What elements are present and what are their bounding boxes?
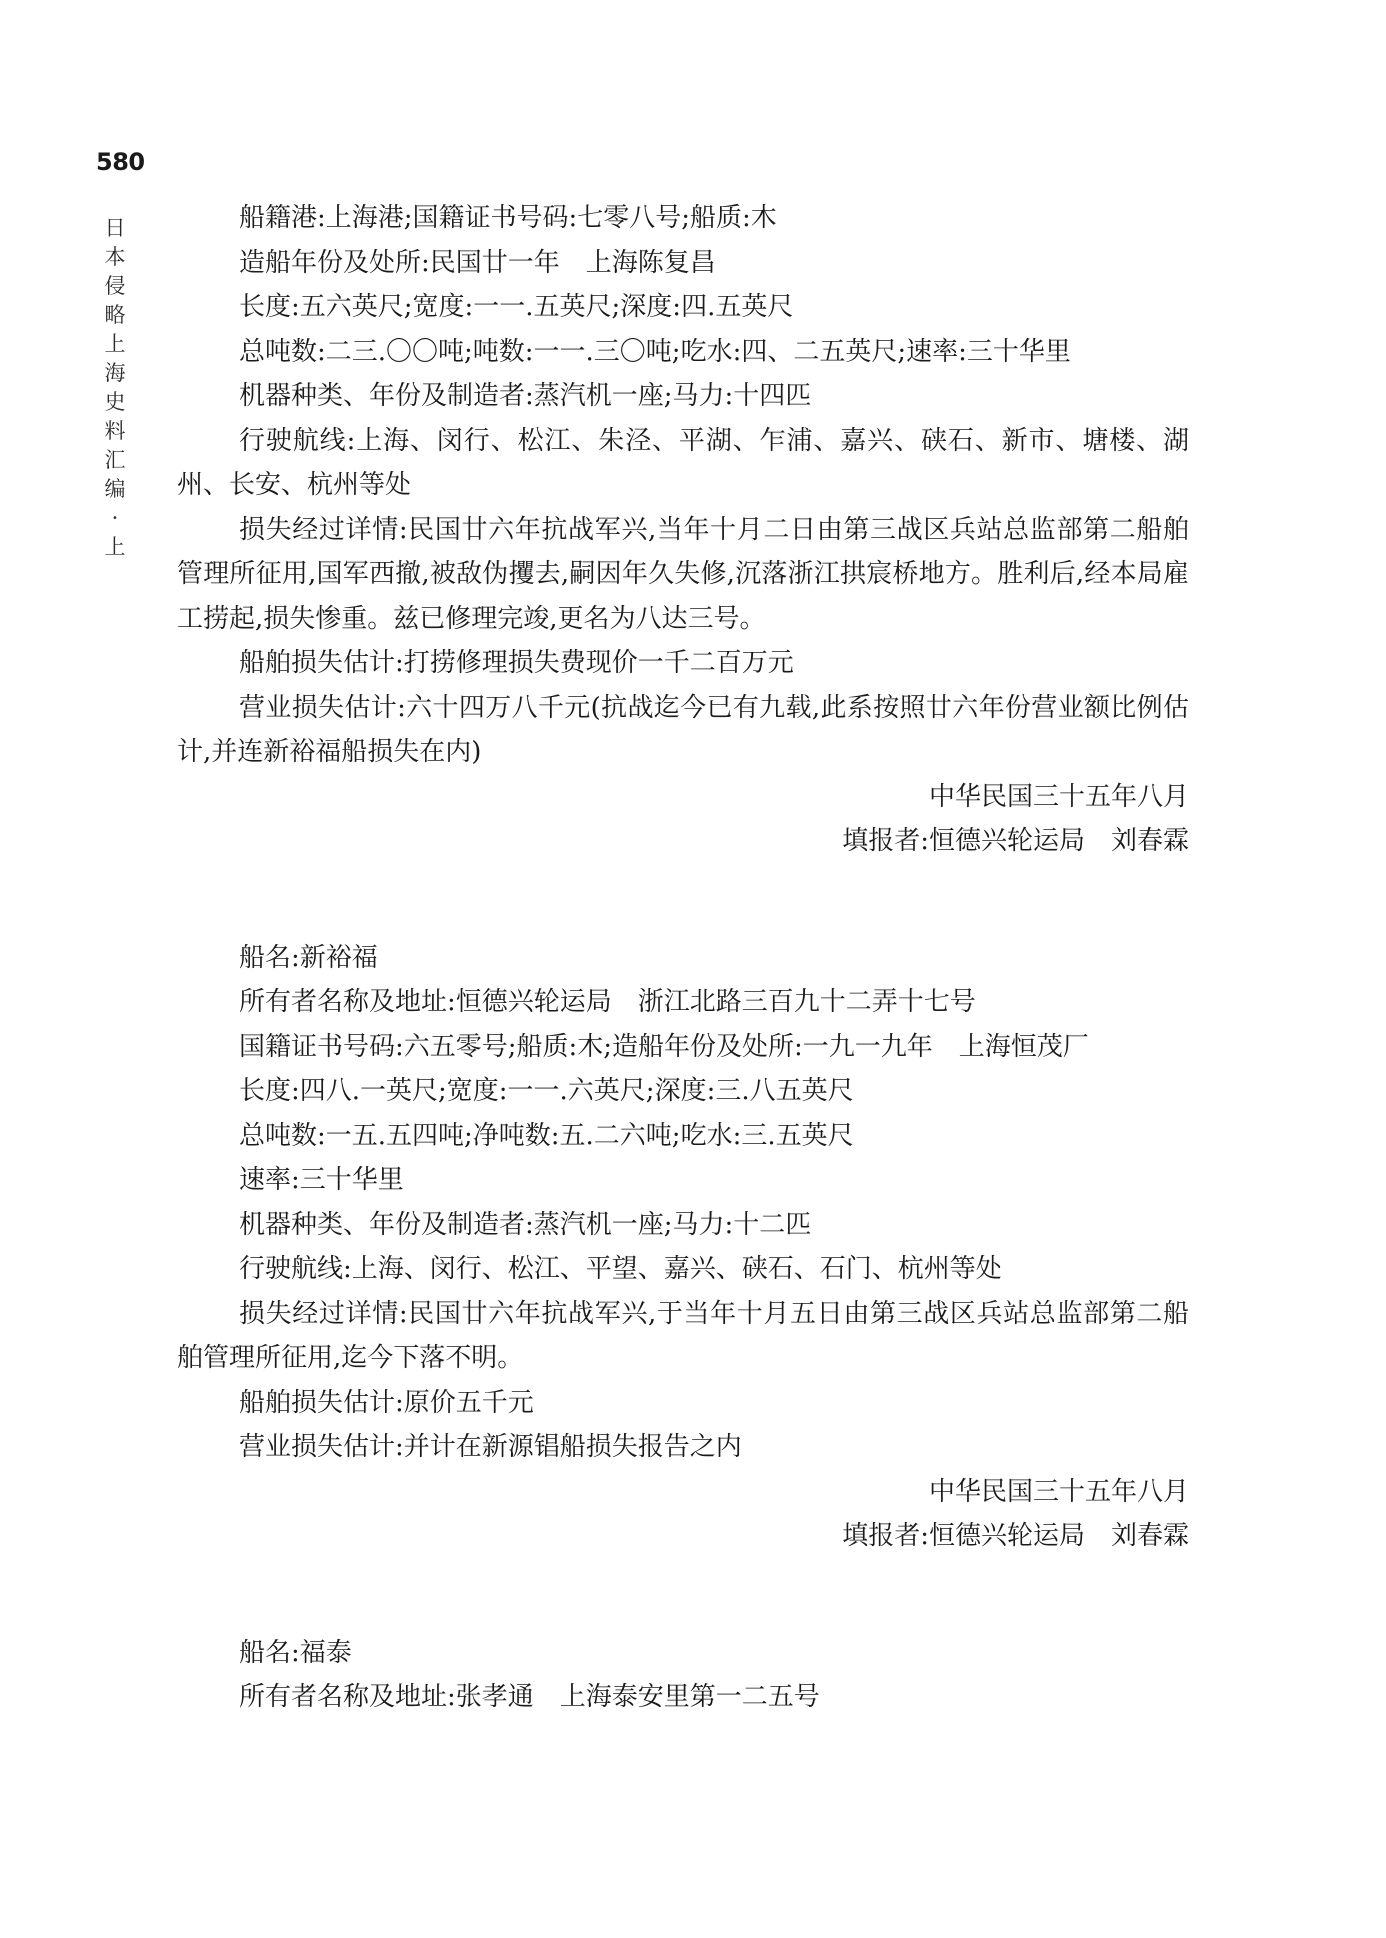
document-body [177, 196, 1189, 1720]
page-number: 580 [96, 148, 145, 176]
field-ship-name: 船名:福泰 [239, 1637, 352, 1668]
field-engine: 机器种类、年份及制造者:蒸汽机一座;马力:十四匹 [239, 381, 812, 411]
title-char: 汇 [104, 448, 126, 472]
field-vessel-loss: 船舶损失估计:原价五千元 [239, 1387, 534, 1418]
running-head-book-title [101, 214, 129, 562]
field-owner: 所有者名称及地址:恒德兴轮运局 浙江北路三百九十二弄十七号 [239, 987, 976, 1017]
field-loss-details: 损失经过详情:民国廿六年抗战军兴,当年十月二日由第三战区兵站总监部第二船舶管理所征用,国军西撤,被敌伪攫去,嗣因年久失修,沉落浙江拱宸桥地方。胜利后,经本局雇工捞起,损失惨重。兹已修理完竣,更名为八达三号。 [177, 514, 1189, 634]
field-ship-name: 船名:新裕福 [239, 942, 378, 973]
report-date: 中华民国三十五年八月 [928, 781, 1189, 812]
report-date: 中华民国三十五年八月 [928, 1476, 1189, 1507]
field-registry: 国籍证书号码:六五零号;船质:木;造船年份及处所:一九一九年 上海恒茂厂 [239, 1031, 1089, 1062]
title-char: 海 [104, 361, 126, 385]
field-speed: 速率:三十华里 [239, 1165, 404, 1195]
field-engine: 机器种类、年份及制造者:蒸汽机一座;马力:十二匹 [239, 1209, 812, 1240]
title-char: 史 [104, 390, 126, 414]
title-char: 编 [104, 477, 126, 501]
field-dimensions: 长度:四八.一英尺;宽度:一一.六英尺;深度:三.八五英尺 [239, 1076, 854, 1106]
field-business-loss: 营业损失估计:六十四万八千元(抗战迄今已有九载,此系按照廿六年份营业额比例估计,并连新裕福船损失在内) [177, 692, 1189, 767]
title-char: · [111, 506, 119, 530]
title-char: 本 [104, 245, 126, 269]
field-tonnage: 总吨数:一五.五四吨;净吨数:五.二六吨;吃水:三.五英尺 [239, 1120, 854, 1151]
field-business-loss: 营业损失估计:并计在新源锠船损失报告之内 [239, 1432, 742, 1462]
title-char: 上 [104, 332, 126, 356]
title-char: 日 [104, 216, 126, 240]
report-filler: 填报者:恒德兴轮运局 刘春霖 [842, 1521, 1189, 1551]
field-vessel-loss: 船舶损失估计:打捞修理损失费现价一千二百万元 [239, 648, 794, 678]
field-dimensions: 长度:五六英尺;宽度:一一.五英尺;深度:四.五英尺 [239, 292, 794, 322]
field-route: 行驶航线:上海、闵行、松江、平望、嘉兴、硖石、石门、杭州等处 [239, 1254, 1002, 1284]
field-tonnage: 总吨数:二三.〇〇吨;吨数:一一.三〇吨;吃水:四、二五英尺;速率:三十华里 [239, 336, 1071, 367]
title-char: 侵 [104, 274, 126, 298]
field-owner: 所有者名称及地址:张孝通 上海泰安里第一二五号 [239, 1682, 820, 1712]
report-filler: 填报者:恒德兴轮运局 刘春霖 [842, 826, 1189, 856]
title-char: 略 [104, 303, 126, 327]
title-char: 上 [104, 535, 126, 559]
field-registry-port: 船籍港:上海港;国籍证书号码:七零八号;船质:木 [239, 203, 777, 233]
field-build-year-place: 造船年份及处所:民国廿一年 上海陈复昌 [239, 247, 716, 278]
field-route: 行驶航线:上海、闵行、松江、朱泾、平湖、乍浦、嘉兴、硖石、新市、塘楼、湖州、长安、杭州等处 [177, 425, 1189, 500]
title-char: 料 [104, 419, 126, 443]
field-loss-details: 损失经过详情:民国廿六年抗战军兴,于当年十月五日由第三战区兵站总监部第二船舶管理所征用,迄今下落不明。 [177, 1298, 1189, 1373]
